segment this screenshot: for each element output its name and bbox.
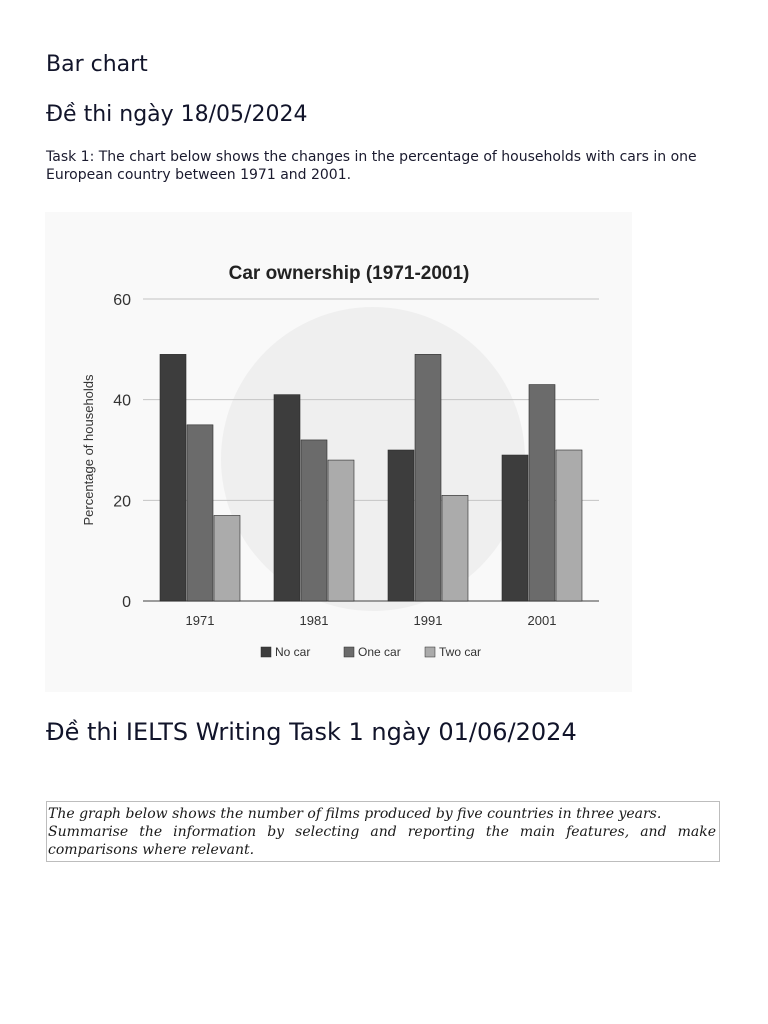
bar-chart [45, 212, 632, 692]
x-tick-label: 1971 [185, 613, 215, 628]
legend-label: Two car [439, 645, 482, 659]
bar-one-car-1981 [301, 440, 327, 601]
x-tick-label: 2001 [527, 613, 557, 628]
task-prompt-line-2: Summarise the information by selecting and reporting the main features, and make comparisons where relevant. [48, 824, 716, 858]
y-tick-label: 60 [113, 292, 131, 309]
task-prompt-line-1: The graph below shows the number of films produced by five countries in three years. [48, 806, 662, 822]
legend-swatch [261, 647, 271, 657]
legend-label: No car [275, 645, 311, 659]
bar-one-car-2001 [529, 385, 555, 601]
legend-label: One car [358, 645, 401, 659]
bar-no-car-1981 [274, 395, 300, 601]
bar-two-car-1971 [214, 515, 240, 601]
bar-chart-svg [45, 212, 632, 692]
bar-two-car-2001 [556, 450, 582, 601]
bar-one-car-1971 [187, 425, 213, 601]
y-axis-label: Percentage of households [81, 374, 96, 526]
legend-swatch [344, 647, 354, 657]
exam-date-heading: Đề thi ngày 18/05/2024 [46, 102, 308, 127]
y-tick-label: 0 [122, 594, 131, 611]
bar-no-car-2001 [502, 455, 528, 601]
chart-title: Car ownership (1971-2001) [228, 263, 470, 284]
y-tick-label: 20 [113, 493, 131, 511]
task-description: Task 1: The chart below shows the changes in the percentage of households with cars in one European country between 1971 and 2001. [46, 149, 697, 183]
x-tick-label: 1981 [299, 613, 329, 628]
legend-swatch [425, 647, 435, 657]
section-title: Bar chart [46, 52, 148, 77]
ielts-writing-heading: Đề thi IELTS Writing Task 1 ngày 01/06/2024 [46, 718, 577, 746]
bar-no-car-1971 [160, 354, 186, 601]
bar-two-car-1981 [328, 460, 354, 601]
bar-two-car-1991 [442, 495, 468, 601]
x-tick-label: 1991 [413, 613, 443, 628]
task-prompt-box [46, 801, 720, 862]
watermark-logo [221, 307, 525, 611]
bar-no-car-1991 [388, 450, 414, 601]
bar-one-car-1991 [415, 354, 441, 601]
y-tick-label: 40 [113, 392, 131, 410]
